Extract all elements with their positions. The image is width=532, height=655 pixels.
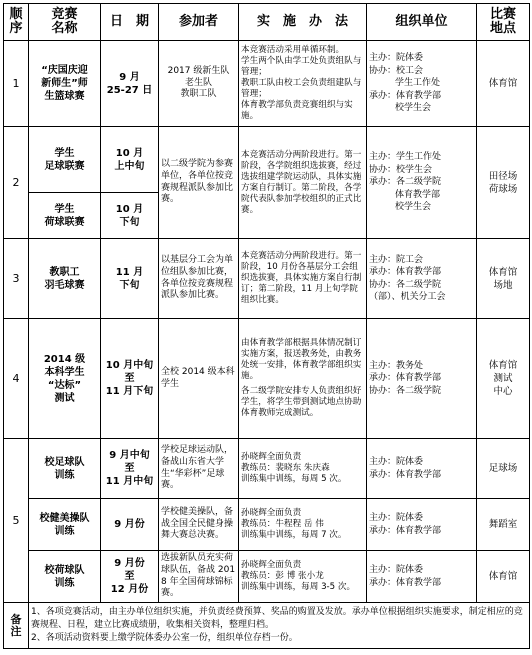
event-venue: 体育馆 [477, 41, 530, 127]
event-date: 10 月 上中旬 [101, 127, 159, 193]
schedule-table [3, 3, 530, 649]
event-date: 9 月中旬 至 11 月中旬 [101, 439, 159, 499]
event-date: 10 月 下旬 [101, 193, 159, 239]
notes-label: 备 注 [4, 603, 29, 649]
event-participants: 以二级学院为参赛单位，各单位按竞赛规程派队参加比赛。 [159, 127, 239, 239]
table-row [4, 499, 530, 551]
table-row [4, 127, 530, 193]
header-organizer: 组织单位 [367, 4, 477, 41]
event-venue: 田径场 荷球场 [477, 127, 530, 239]
header-implementation: 实 施 办 法 [239, 4, 367, 41]
table-row [4, 239, 530, 319]
event-date: 9 月份 [101, 499, 159, 551]
event-participants: 学校健美操队，备战全国全民健身操舞大赛总决赛。 [159, 499, 239, 551]
header-date: 日 期 [101, 4, 159, 41]
event-participants: 选拔新队员充实荷球队伍，备战 2018 年全国荷球锦标赛。 [159, 551, 239, 603]
event-date: 9 月份 至 12 月份 [101, 551, 159, 603]
event-implementation: 本竞赛活动分两阶段进行。第一阶段，各学院组织选拔赛，经过选拔组建学院运动队，具体实施方案自行制订。第二阶段，各学院代表队参加学校组织的正式比赛。 [239, 127, 367, 239]
event-participants: 2017 级新生队 老生队 教职工队 [159, 41, 239, 127]
table-row [4, 319, 530, 439]
event-name: 2014 级 本科学生 “达标” 测试 [29, 319, 101, 439]
event-participants: 全校 2014 级本科学生 [159, 319, 239, 439]
event-organizer: 主办：院体委 协办：校工会 学生工作处 承办：体育教学部 校学生会 [367, 41, 477, 127]
row-number: 1 [4, 41, 29, 127]
event-participants: 以基层分工会为单位组队参加比赛，各单位按竞赛规程派队参加比赛。 [159, 239, 239, 319]
event-implementation: 本竞赛活动采用单循环制。 学生两个队由学工处负责组队与管理； 教职工队由校工会负责组建队与管理； 体育教学部负责竞赛组织与实施。 [239, 41, 367, 127]
event-date: 11 月 下旬 [101, 239, 159, 319]
event-organizer: 主办：学生工作处 协办：校学生会 承办：各二级学院 体育教学部 校学生会 [367, 127, 477, 239]
header-name: 竞赛 名称 [29, 4, 101, 41]
event-name: 教职工 羽毛球赛 [29, 239, 101, 319]
event-name: “庆国庆迎 新师生”师 生篮球赛 [29, 41, 101, 127]
event-date: 9 月 25-27 日 [101, 41, 159, 127]
event-implementation: 孙晓辉全面负责 教练员：彭 博 张小龙 训练集中训练，每周 3-5 次。 [239, 551, 367, 603]
event-name: 学生 足球联赛 [29, 127, 101, 193]
event-organizer: 主办：教务处 承办：体育教学部 协办：各二级学院 [367, 319, 477, 439]
table-row [4, 41, 530, 127]
event-organizer: 主办：院工会 承办：体育教学部 协办：各二级学院 （部）、机关分工会 [367, 239, 477, 319]
header-venue: 比赛 地点 [477, 4, 530, 41]
event-venue: 舞蹈室 [477, 499, 530, 551]
event-venue: 体育馆 [477, 551, 530, 603]
row-number: 5 [4, 439, 29, 603]
header-participants: 参加者 [159, 4, 239, 41]
event-organizer: 主办：院体委 承办：体育教学部 [367, 499, 477, 551]
event-implementation: 本竞赛活动分两阶段进行。第一阶段，10 月份各基层分工会组织选拔赛，具体实施方案自行制订；第二阶段，11 月上旬学院组织比赛。 [239, 239, 367, 319]
event-implementation: 孙晓辉全面负责 教练员：裴晓东 朱庆森 训练集中训练，每周 5 次。 [239, 439, 367, 499]
event-name: 学生 荷球联赛 [29, 193, 101, 239]
event-organizer: 主办：院体委 承办：体育教学部 [367, 551, 477, 603]
event-implementation: 孙晓辉全面负责 教练员：牛程程 岳 伟 训练集中训练，每周 7 次。 [239, 499, 367, 551]
row-number: 4 [4, 319, 29, 439]
event-organizer: 主办：院体委 承办：体育教学部 [367, 439, 477, 499]
header-row [4, 4, 530, 41]
table-row [4, 551, 530, 603]
event-implementation: 由体育教学部根据具体情况制订实施方案，报送教务处，由教务处统一安排，体育教学部组织实施。 各二级学院安排专人负责组织好学生，将学生带到测试地点协助体育教师完成测试。 [239, 319, 367, 439]
event-name: 校荷球队 训练 [29, 551, 101, 603]
event-name: 校足球队 训练 [29, 439, 101, 499]
row-number: 2 [4, 127, 29, 239]
header-seq: 顺 序 [4, 4, 29, 41]
event-name: 校健美操队 训练 [29, 499, 101, 551]
notes-content: 1、各项竞赛活动，由主办单位组织实施，并负责经费预算、奖品的购置及发放。承办单位根据组织实施要求，制定相应的竞赛规程、日程，建立比赛成绩册，收集相关资料，整理归档。 2、各项活动资料要上缴学院体委办公室一份，组织单位存档一份。 [29, 603, 530, 649]
notes-row [4, 603, 530, 649]
event-participants: 学校足球运动队，备战山东省大学生“华彩杯”足球赛。 [159, 439, 239, 499]
event-venue: 足球场 [477, 439, 530, 499]
table-row [4, 439, 530, 499]
row-number: 3 [4, 239, 29, 319]
event-venue: 体育馆 场地 [477, 239, 530, 319]
event-date: 10 月中旬 至 11 月下旬 [101, 319, 159, 439]
event-venue: 体育馆 测试 中心 [477, 319, 530, 439]
